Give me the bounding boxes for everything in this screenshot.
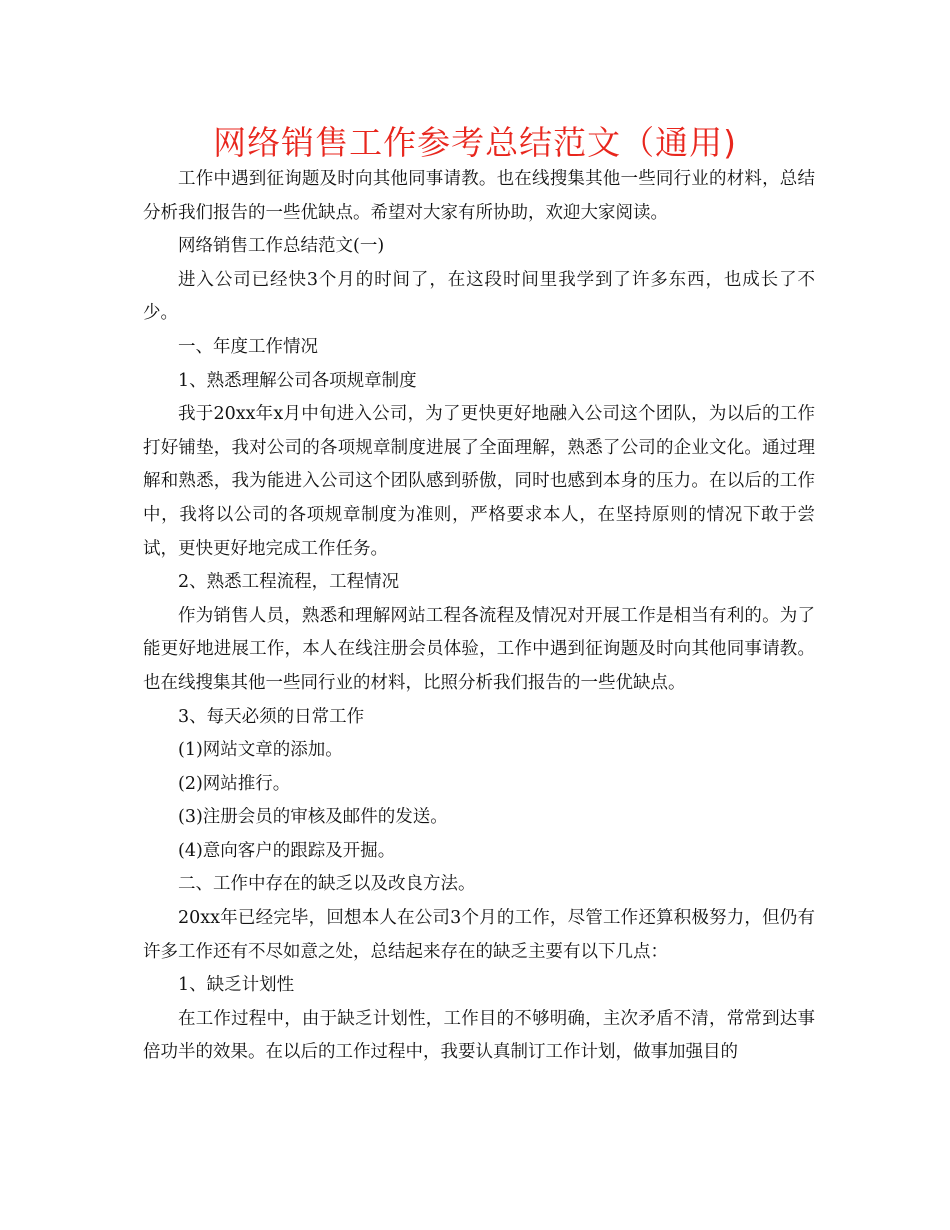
subsection-heading: 2、熟悉工程流程，工程情况 <box>178 572 400 593</box>
section-heading: 二、工作中存在的缺乏以及改良方法。 <box>178 874 476 895</box>
subsection-heading: 3、每天必须的日常工作 <box>178 706 365 727</box>
list-item: (4)意向客户的跟踪及开掘。 <box>178 840 396 861</box>
paragraph: 进入公司已经快3个月的时间了，在这段时间里我学到了许多东西，也成长了不少。 <box>143 269 815 324</box>
subsection-heading: 1、熟悉理解公司各项规章制度 <box>178 370 417 391</box>
paragraph: 在工作过程中，由于缺乏计划性，工作目的不够明确，主次矛盾不清，常常到达事倍功半的效果。在以后的工作过程中，我要认真制订工作计划，做事加强目的 <box>143 1008 815 1063</box>
document-title: 网络销售工作参考总结范文（通用) <box>213 123 737 162</box>
paragraph: 工作中遇到征询题及时向其他同事请教。也在线搜集其他一些同行业的材料，总结分析我们报告的一些优缺点。希望对大家有所协助，欢迎大家阅读。 <box>143 169 815 223</box>
document-body <box>143 163 815 1070</box>
list-item: (1)网站文章的添加。 <box>178 740 343 761</box>
list-item: (2)网站推行。 <box>178 773 291 794</box>
section-heading: 一、年度工作情况 <box>178 336 318 357</box>
subsection-heading: 1、缺乏计划性 <box>178 975 295 996</box>
paragraph: 我于20xx年x月中旬进入公司，为了更快更好地融入公司这个团队，为以后的工作打好铺垫，我对公司的各项规章制度进展了全面理解，熟悉了公司的企业文化。通过理解和熟悉，我为能进入公司这个团队感到骄傲，同时也感到本身的压力。在以后的工作中，我将以公司的各项规章制度为准则，严格要求本人，在坚持原则的情况下敢于尝试，更快更好地完成工作任务。 <box>143 404 815 559</box>
paragraph: 作为销售人员，熟悉和理解网站工程各流程及情况对开展工作是相当有利的。为了能更好地进展工作，本人在线注册会员体验，工作中遇到征询题及时向其他同事请教。也在线搜集其他一些同行业的材料，比照分析我们报告的一些优缺点。 <box>143 605 815 693</box>
list-item: (3)注册会员的审核及邮件的发送。 <box>178 807 448 828</box>
paragraph: 20xx年已经完毕，回想本人在公司3个月的工作，尽管工作还算积极努力，但仍有许多工作还有不尽如意之处，总结起来存在的缺乏主要有以下几点： <box>143 908 815 962</box>
section-heading: 网络销售工作总结范文(一) <box>178 236 385 257</box>
